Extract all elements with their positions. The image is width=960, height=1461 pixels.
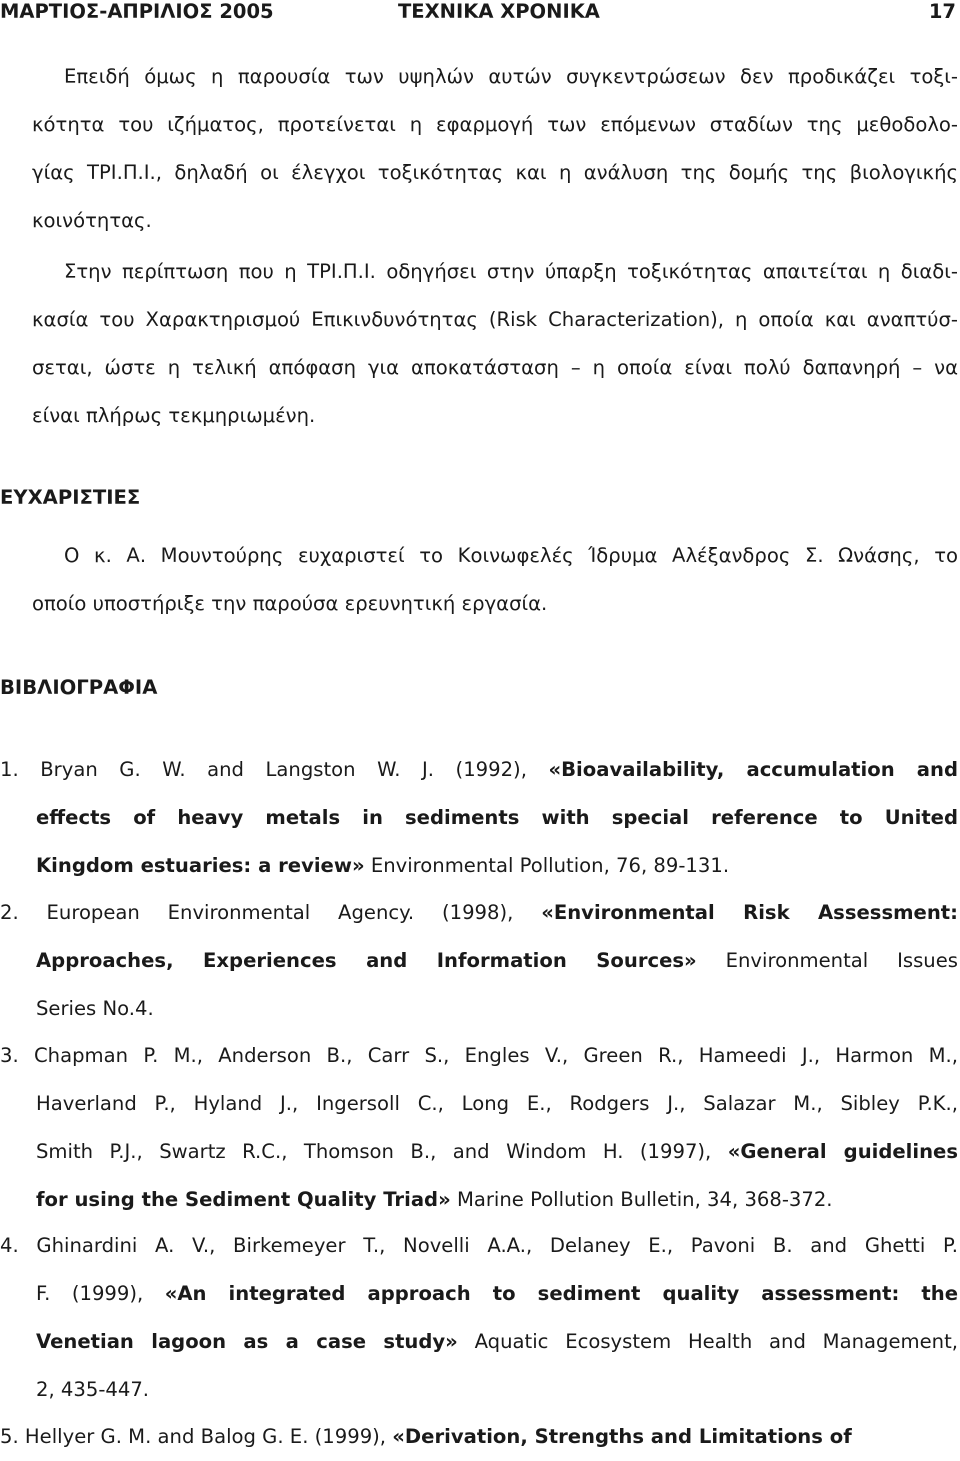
paragraph-line: κασία του Χαρακτηρισμού Επικινδυνότητας (Risk Characterization), η οποία και αναπτύσ- (32, 308, 958, 331)
paragraph-line: κοινότητας. (32, 209, 152, 232)
reference-text: 1. Bryan G. W. and Langston W. J. (1992), (0, 758, 549, 781)
reference-line (0, 1318, 958, 1366)
journal-issue-date: ΜΑΡΤΙΟΣ-ΑΠΡΙΛΙΟΣ 2005 (0, 0, 274, 23)
body-paragraph-1 (0, 53, 958, 245)
reference-title-text: «Environmental Risk Assessment: (541, 901, 958, 924)
reference-title-text: «An integrated approach to sediment quality assessment: the (164, 1282, 958, 1305)
body-paragraph-2 (0, 248, 958, 440)
reference-item (0, 746, 958, 890)
reference-item (0, 1222, 958, 1414)
page-number: 17 (928, 0, 956, 23)
reference-title-text: for using the Sediment Quality Triad» (36, 1188, 451, 1211)
reference-item (0, 889, 958, 1033)
paragraph-line: είναι πλήρως τεκμηριωμένη. (32, 404, 316, 427)
paragraph-line: κότητα του ιζήματος, προτείνεται η εφαρμογή των επόμενων σταδίων της μεθοδολο- (32, 113, 958, 136)
acknowledgements-heading: ΕΥΧΑΡΙΣΤΙΕΣ (0, 486, 141, 509)
reference-line (0, 1413, 958, 1461)
paragraph-line: σεται, ώστε η τελική απόφαση για αποκατάσταση – η οποία είναι πολύ δαπανηρή – να (32, 356, 958, 379)
reference-text: 3. Chapman P. M., Anderson B., Carr S., Engles V., Green R., Hameedi J., Harmon M., (0, 1044, 958, 1067)
reference-text: Environmental Pollution, 76, 89-131. (364, 854, 730, 877)
reference-text: 2. European Environmental Agency. (1998), (0, 901, 542, 924)
reference-line (0, 1032, 958, 1080)
reference-text: Environmental Issues (696, 949, 958, 972)
reference-line (0, 1176, 958, 1224)
page-header (0, 0, 960, 24)
reference-title-text: «General guidelines (727, 1140, 959, 1163)
reference-text: F. (1999), (36, 1282, 165, 1305)
paragraph-line: γίας ΤΡΙ.Π.Ι., δηλαδή οι έλεγχοι τοξικότητας και η ανάλυση της δομής της βιολογικής (32, 161, 958, 184)
reference-title-text: Approaches, Experiences and Information Sources» (36, 949, 697, 972)
reference-text: 4. Ghinardini A. V., Birkemeyer T., Novelli A.A., Delaney E., Pavoni B. and Ghetti P. (0, 1234, 958, 1257)
reference-text: Series No.4. (36, 997, 154, 1020)
reference-text: Marine Pollution Bulletin, 34, 368-372. (450, 1188, 833, 1211)
reference-title-text: «Derivation, Strengths and Limitations of (392, 1425, 852, 1448)
reference-line (0, 842, 958, 890)
reference-line (0, 1080, 958, 1128)
reference-title-text: Venetian lagoon as a case study» (36, 1330, 458, 1353)
reference-text: 5. Hellyer G. M. and Balog G. E. (1999), (0, 1425, 393, 1448)
acknowledgements-paragraph (0, 532, 958, 628)
reference-title-text: Kingdom estuaries: a review» (36, 854, 365, 877)
reference-line (0, 1128, 958, 1176)
reference-text: Haverland P., Hyland J., Ingersoll C., Long E., Rodgers J., Salazar M., Sibley P.K., (36, 1092, 958, 1115)
paragraph-line: Ο κ. Α. Μουντούρης ευχαριστεί το Κοινωφελές Ίδρυμα Αλέξανδρος Σ. Ωνάσης, το (64, 544, 958, 567)
reference-item (0, 1413, 958, 1461)
reference-text: 2, 435-447. (36, 1378, 150, 1401)
reference-line (0, 937, 958, 985)
reference-text: Aquatic Ecosystem Health and Management, (457, 1330, 958, 1353)
reference-line (0, 985, 958, 1033)
reference-line (0, 1222, 958, 1270)
reference-title-text: «Bioavailability, accumulation and (548, 758, 958, 781)
reference-line (0, 746, 958, 794)
paragraph-line: Στην περίπτωση που η ΤΡΙ.Π.Ι. οδηγήσει στην ύπαρξη τοξικότητας απαιτείται η διαδι- (64, 260, 958, 283)
paragraph-line: Επειδή όμως η παρουσία των υψηλών αυτών συγκεντρώσεων δεν προδικάζει τοξι- (64, 65, 958, 88)
reference-line (0, 1270, 958, 1318)
reference-line (0, 794, 958, 842)
bibliography-heading: ΒΙΒΛΙΟΓΡΑΦΙΑ (0, 676, 158, 699)
reference-item (0, 1032, 958, 1224)
journal-title: ΤΕΧΝΙΚΑ ΧΡΟΝΙΚΑ (398, 0, 600, 23)
reference-text: Smith P.J., Swartz R.C., Thomson B., and Windom H. (1997), (36, 1140, 728, 1163)
paragraph-line: οποίο υποστήριξε την παρούσα ερευνητική εργασία. (32, 592, 548, 615)
reference-line (0, 889, 958, 937)
reference-title-text: effects of heavy metals in sediments with special reference to United (36, 806, 958, 829)
reference-line (0, 1366, 958, 1414)
